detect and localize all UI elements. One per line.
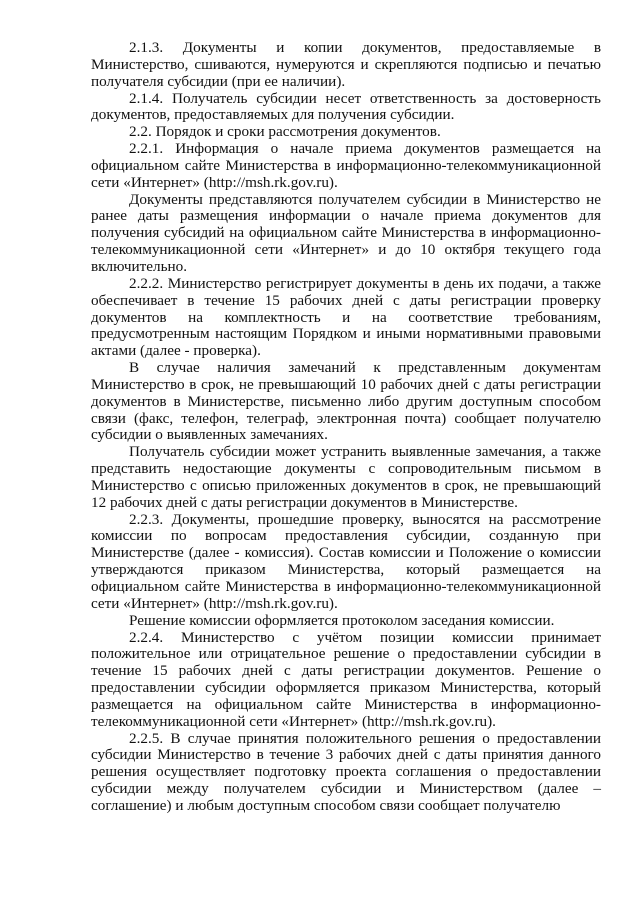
paragraph-submission-deadline: Документы представляются получателем субсидии в Министерство не ранее даты размещения информации о начале приема документов для получения субсидий на официальном сайте Министерства в информационно-телекоммуникационной сети «Интернет» и до 10 октября текущего года включительно. [91, 190, 601, 275]
paragraph-remarks-notice: В случае наличия замечаний к представленным документам Министерство в срок, не превышающий 10 рабочих дней с даты регистрации документов в Министерстве, письменно либо другим доступным способом связи (факс, телефон, телеграф, электронная почта) сообщает получателю субсидии о выявленных замечаниях. [91, 359, 601, 444]
paragraph-2-2-3: 2.2.3. Документы, прошедшие проверку, выносятся на рассмотрение комиссии по вопросам предоставления субсидии, созданную при Министерстве (далее - комиссия). Состав комиссии и Положение о комиссии утверждаются приказом Министерства, который размещается на официальном сайте Министерства в информационно-телекоммуникационной сети «Интернет» (http://msh.rk.gov.ru). [91, 510, 601, 612]
paragraph-2-2-5: 2.2.5. В случае принятия положительного решения о предоставлении субсидии Министерство в течение 3 рабочих дней с даты принятия данного решения осуществляет подготовку проекта соглашения о предоставлении субсидии между получателем субсидии и Министерством (далее – соглашение) и любым доступным способом связи сообщает получателю [91, 729, 601, 814]
paragraph-commission-protocol: Решение комиссии оформляется протоколом заседания комиссии. [129, 611, 555, 629]
paragraph-2-1-3: 2.1.3. Документы и копии документов, предоставляемые в Министерство, сшиваются, нумеруются и скрепляются подписью и печатью получателя субсидии (при ее наличии). [91, 39, 601, 90]
paragraph-2-2-1: 2.2.1. Информация о начале приема документов размещается на официальном сайте Министерства в информационно-телекоммуникационной сети «Интернет» (http://msh.rk.gov.ru). [91, 140, 601, 191]
paragraph-remarks-correction: Получатель субсидии может устранить выявленные замечания, а также представить недостающие документы с сопроводительным письмом в Министерство с описью приложенных документов в срок, не превышающий 12 рабочих дней с даты регистрации документов в Министерстве. [91, 443, 601, 511]
paragraph-2-2-4: 2.2.4. Министерство с учётом позиции комиссии принимает положительное или отрицательное решение о предоставлении субсидии в течение 15 рабочих дней с даты регистрации документов. Решение о предоставлении субсидии оформляется приказом Министерства, который размещается на официальном сайте Министерства в информационно-телекоммуникационной сети «Интернет» (http://msh.rk.gov.ru). [91, 628, 601, 730]
paragraph-2-1-4: 2.1.4. Получатель субсидии несет ответственность за достоверность документов, предоставляемых для получения субсидии. [91, 89, 601, 124]
paragraph-2-2-2: 2.2.2. Министерство регистрирует документы в день их подачи, а также обеспечивает в течение 15 рабочих дней с даты регистрации проверку документов на комплектность и на соответствие требованиям, предусмотренным настоящим Порядком и иными нормативными правовыми актами (далее - проверка). [91, 274, 601, 360]
section-heading-2-2: 2.2. Порядок и сроки рассмотрения документов. [129, 123, 441, 141]
document-page [91, 40, 601, 815]
